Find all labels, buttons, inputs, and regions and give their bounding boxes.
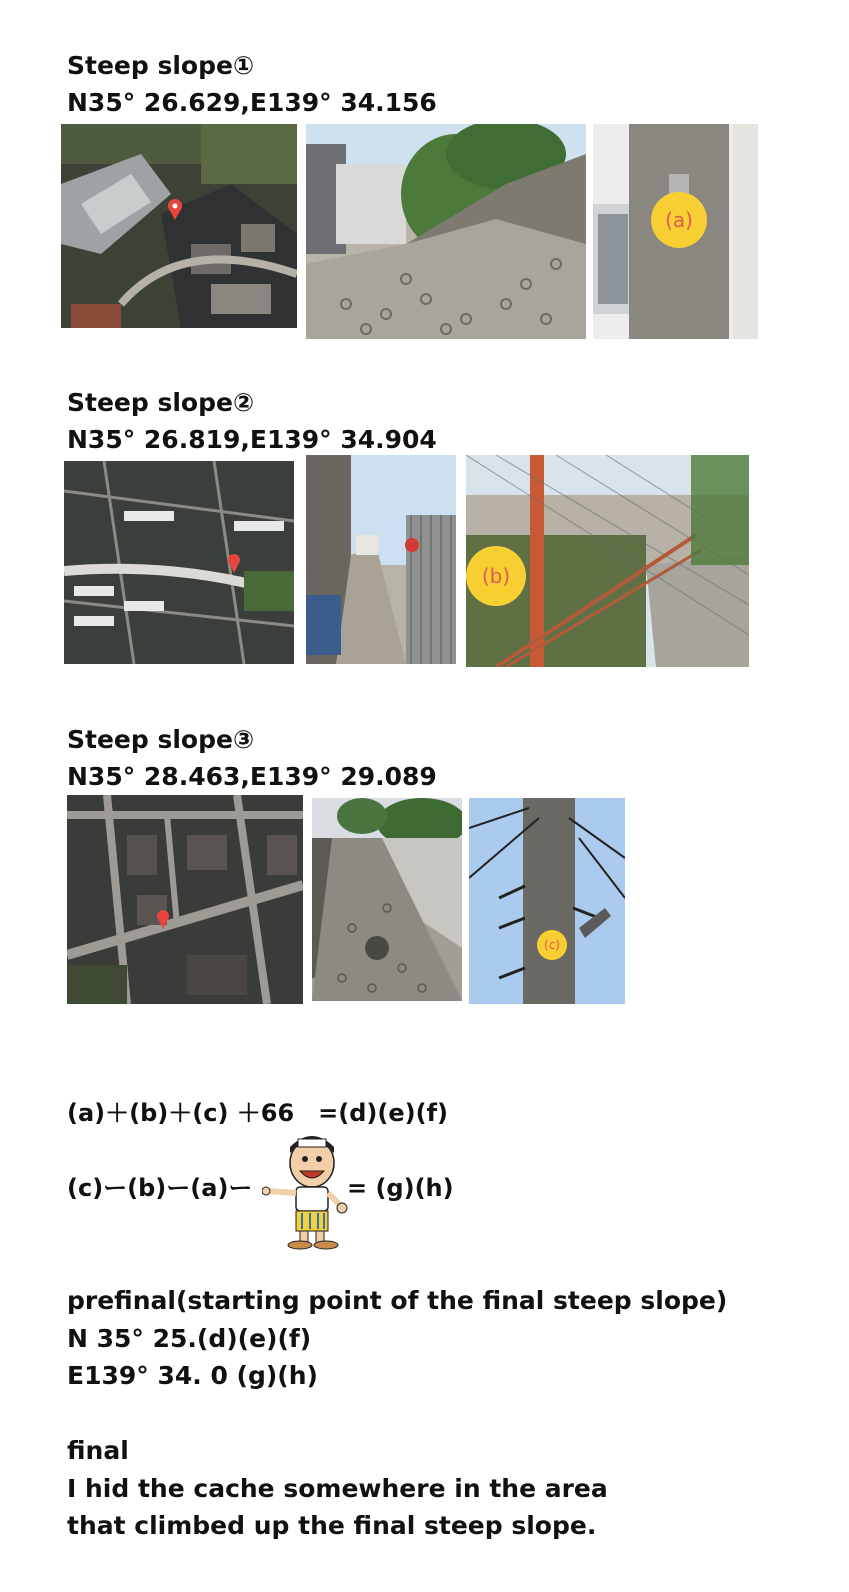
cartoon-man-pointing-icon xyxy=(262,1135,348,1251)
slope1-satellite-map xyxy=(61,124,297,328)
slope2-street-photo xyxy=(306,455,456,664)
marker-a: (a) xyxy=(651,192,707,248)
formula-def: (a)＋(b)＋(c) ＋66 =(d)(e)(f) xyxy=(67,1099,448,1127)
slope2-coords: N35° 26.819,E139° 34.904 xyxy=(67,425,437,454)
slope2-satellite-map xyxy=(64,461,294,664)
slope3-title: Steep slope③ xyxy=(67,725,255,754)
slope3-street-photo xyxy=(312,798,462,1001)
final-title: final xyxy=(67,1436,129,1465)
prefinal-title: prefinal(starting point of the final steep slope) xyxy=(67,1286,728,1315)
slope3-pole-photo xyxy=(469,798,625,1004)
final-line1: I hid the cache somewhere in the area xyxy=(67,1474,608,1503)
slope1-street-photo xyxy=(306,124,586,339)
slope3-satellite-map xyxy=(67,795,303,1004)
slope1-title: Steep slope① xyxy=(67,51,255,80)
slope2-title: Steep slope② xyxy=(67,388,255,417)
prefinal-east: E139° 34. 0 (g)(h) xyxy=(67,1361,318,1390)
marker-c: (c) xyxy=(537,930,567,960)
slope2-railway-photo xyxy=(466,455,749,667)
slope1-coords: N35° 26.629,E139° 34.156 xyxy=(67,88,437,117)
final-line2: that climbed up the final steep slope. xyxy=(67,1511,597,1540)
slope1-pole-photo xyxy=(593,124,758,339)
marker-b: (b) xyxy=(466,546,526,606)
formula-gh-right: = (g)(h) xyxy=(347,1174,454,1202)
prefinal-north: N 35° 25.(d)(e)(f) xyxy=(67,1324,312,1353)
formula-gh-left: (c)ー(b)ー(a)ー xyxy=(67,1174,253,1202)
slope3-coords: N35° 28.463,E139° 29.089 xyxy=(67,762,437,791)
